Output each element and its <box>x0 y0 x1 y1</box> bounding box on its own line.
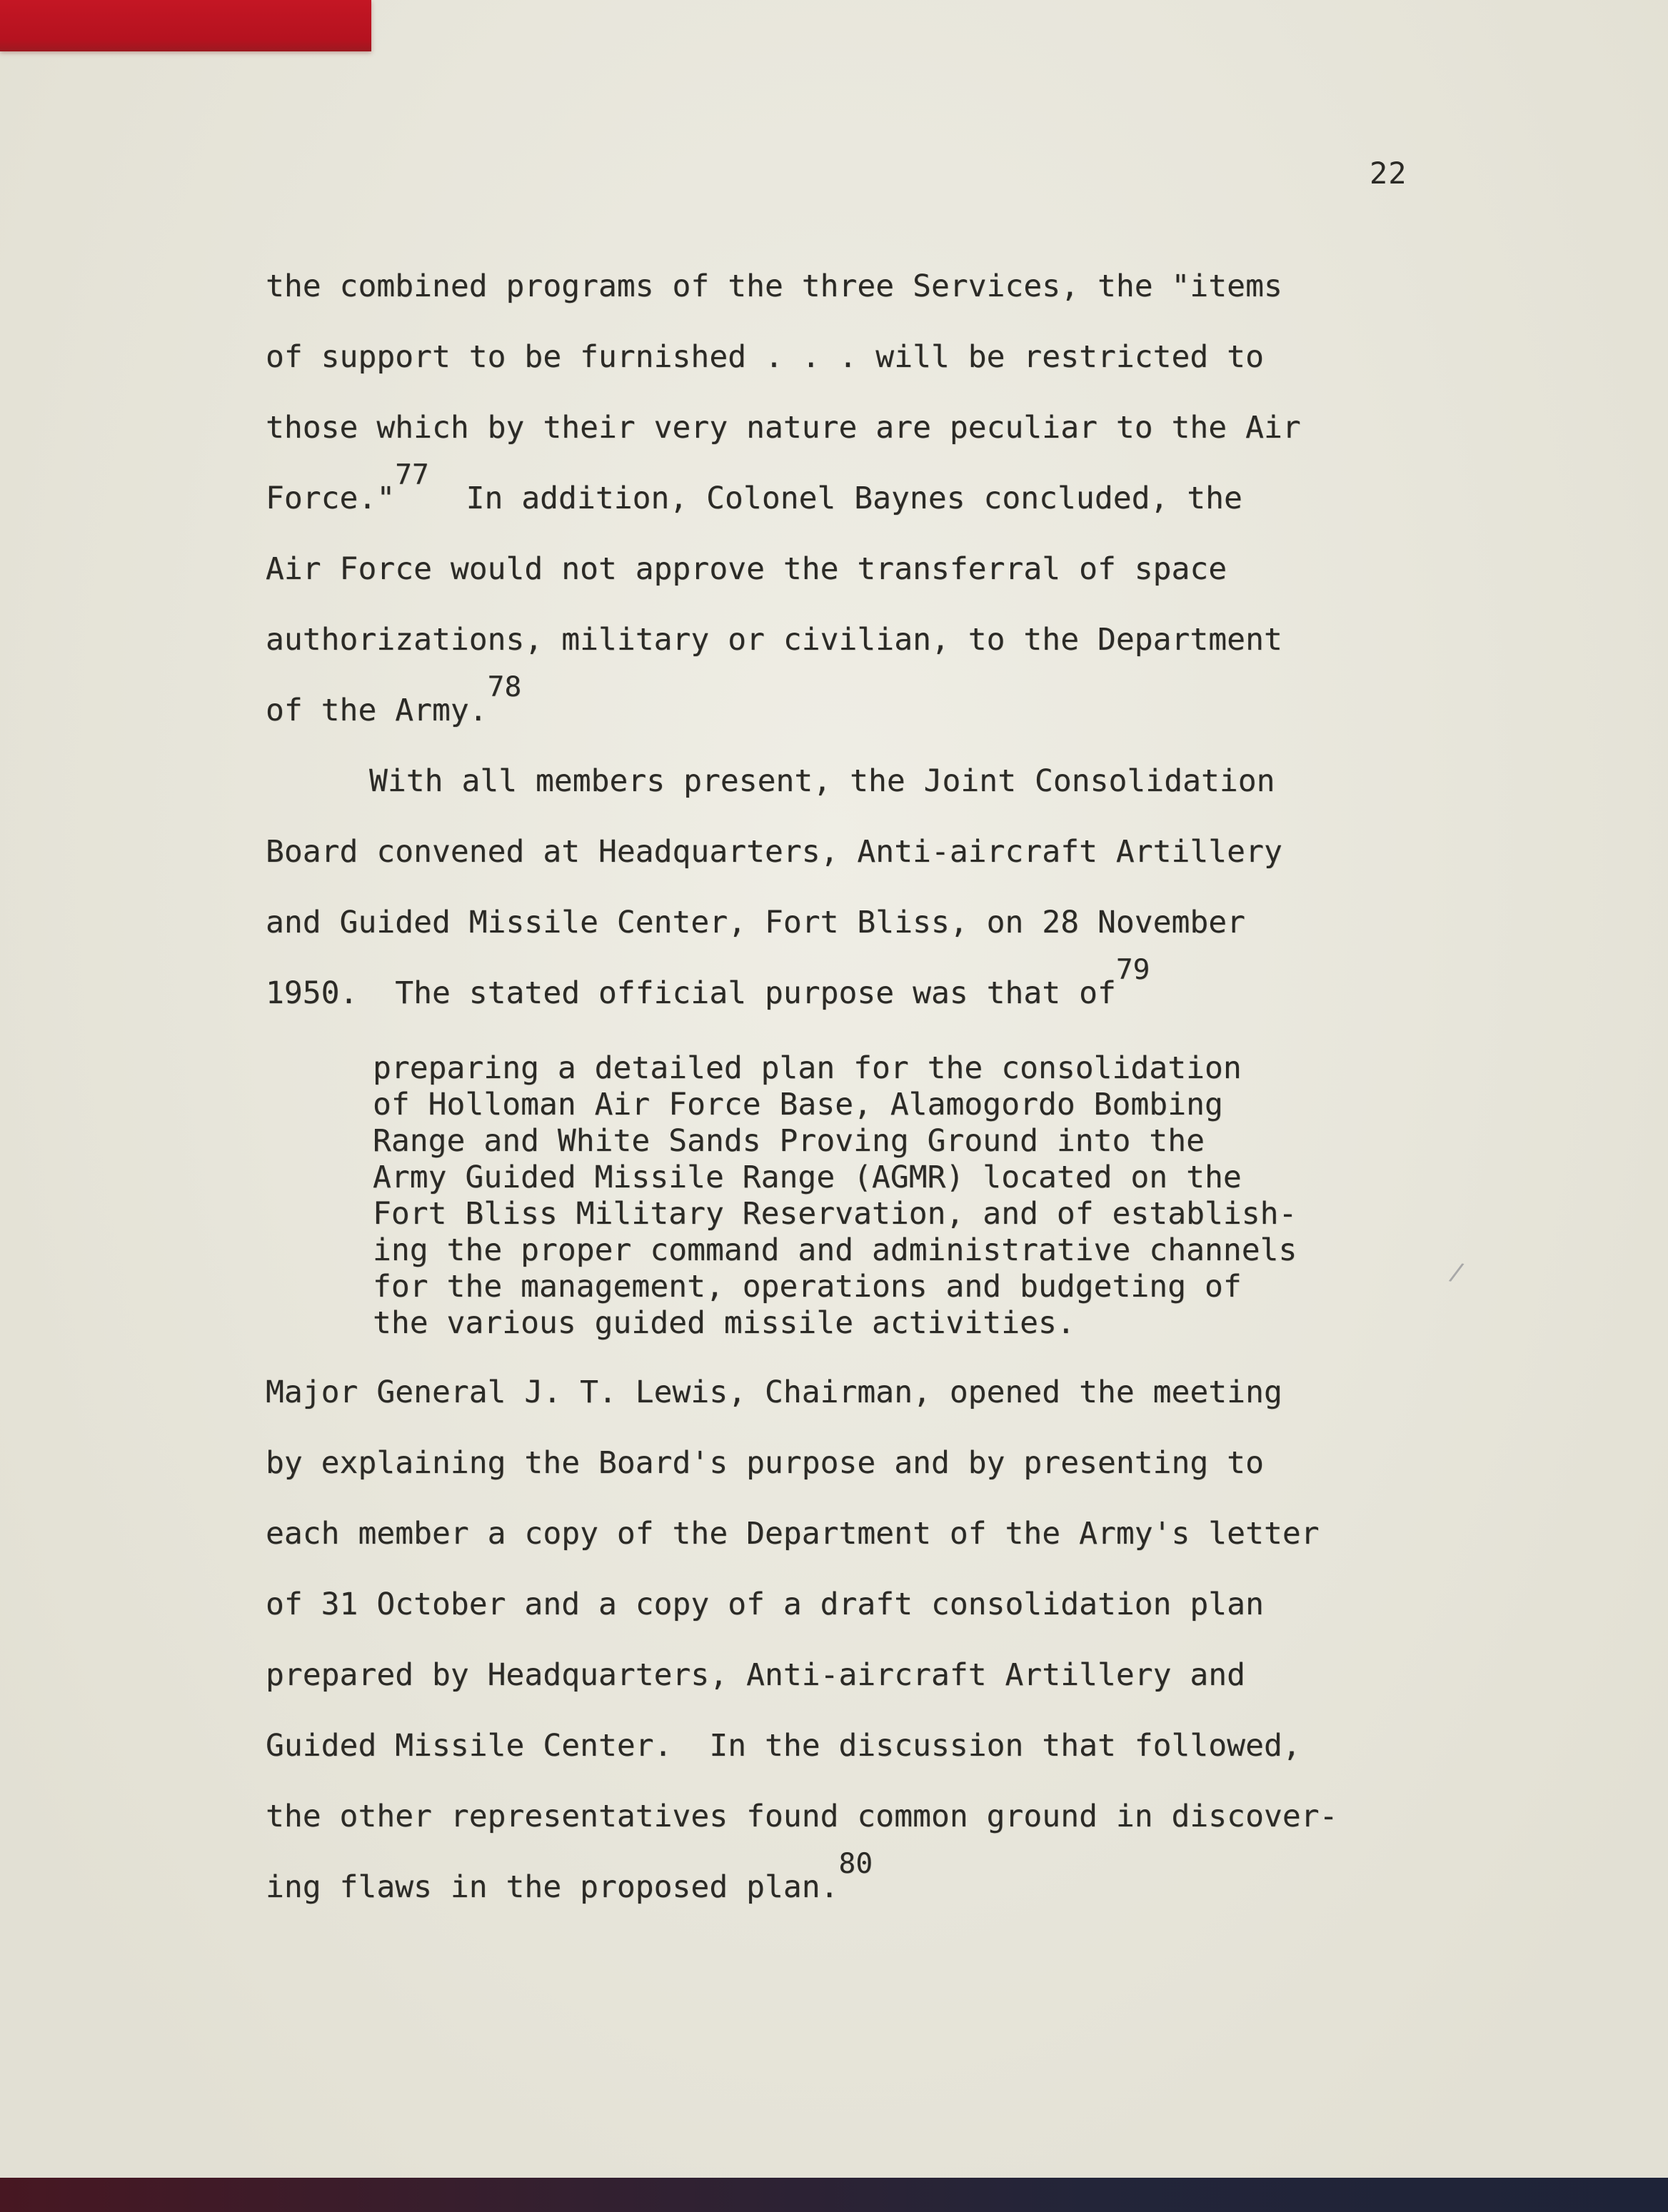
text-line: the various guided missile activities. <box>373 1305 1075 1341</box>
paragraph <box>266 251 1422 746</box>
text-line: 1950. The stated official purpose was that of$^{79}$ <box>266 952 1150 1011</box>
text-line: Board convened at Headquarters, Anti-aircraft Artillery <box>266 834 1282 870</box>
text-line: the other representatives found common ground in discover- <box>266 1799 1338 1834</box>
block-quote <box>373 1050 1422 1342</box>
text-line: ing flaws in the proposed plan.$^{80}$ <box>266 1846 873 1905</box>
text-line: of the Army.$^{78}$ <box>266 670 522 728</box>
text-line: Range and White Sands Proving Ground into the <box>373 1123 1205 1159</box>
text-line: and Guided Missile Center, Fort Bliss, on 28 November <box>266 905 1246 940</box>
text-line: for the management, operations and budgeting of <box>373 1269 1242 1304</box>
paragraph <box>266 1357 1422 1923</box>
footnote-reference: 79 <box>1115 952 1150 986</box>
footnote-reference: 78 <box>487 670 522 703</box>
scan-artifact-bottom-strip <box>0 2178 1668 2212</box>
text-line: those which by their very nature are peculiar to the Air <box>266 410 1301 446</box>
text-line: Army Guided Missile Range (AGMR) located on the <box>373 1160 1242 1195</box>
text-line: preparing a detailed plan for the consolidation <box>373 1050 1242 1086</box>
text-line: by explaining the Board's purpose and by presenting to <box>266 1445 1264 1481</box>
text-line: ing the proper command and administrative channels <box>373 1232 1297 1268</box>
text-line: of 31 October and a copy of a draft consolidation plan <box>266 1587 1264 1622</box>
footnote-reference: 80 <box>838 1846 873 1880</box>
text-line: Major General J. T. Lewis, Chairman, opened the meeting <box>266 1374 1282 1410</box>
text-line: Force."$^{77}$ In addition, Colonel Baynes concluded, the <box>266 458 1242 516</box>
page-number: 22 <box>1370 156 1407 191</box>
scan-artifact-top-red-strip <box>0 0 371 51</box>
scan-smudge-mark: ∕ <box>1447 1257 1467 1288</box>
text-line: Fort Bliss Military Reservation, and of establish- <box>373 1196 1297 1232</box>
text-line: the combined programs of the three Services, the "items <box>266 268 1282 304</box>
text-line: Air Force would not approve the transferral of space <box>266 551 1227 587</box>
text-line: authorizations, military or civilian, to the Department <box>266 622 1282 658</box>
text-line: Guided Missile Center. In the discussion that followed, <box>266 1728 1301 1764</box>
text-line: of support to be furnished . . . will be restricted to <box>266 339 1264 375</box>
text-line: of Holloman Air Force Base, Alamogordo Bombing <box>373 1087 1223 1122</box>
footnote-reference: 77 <box>395 458 429 491</box>
document-body <box>266 251 1422 1923</box>
text-line: prepared by Headquarters, Anti-aircraft Artillery and <box>266 1657 1246 1693</box>
text-line: each member a copy of the Department of the Army's letter <box>266 1516 1320 1552</box>
paragraph <box>266 746 1422 1029</box>
text-line: With all members present, the Joint Consolidation <box>369 763 1275 799</box>
